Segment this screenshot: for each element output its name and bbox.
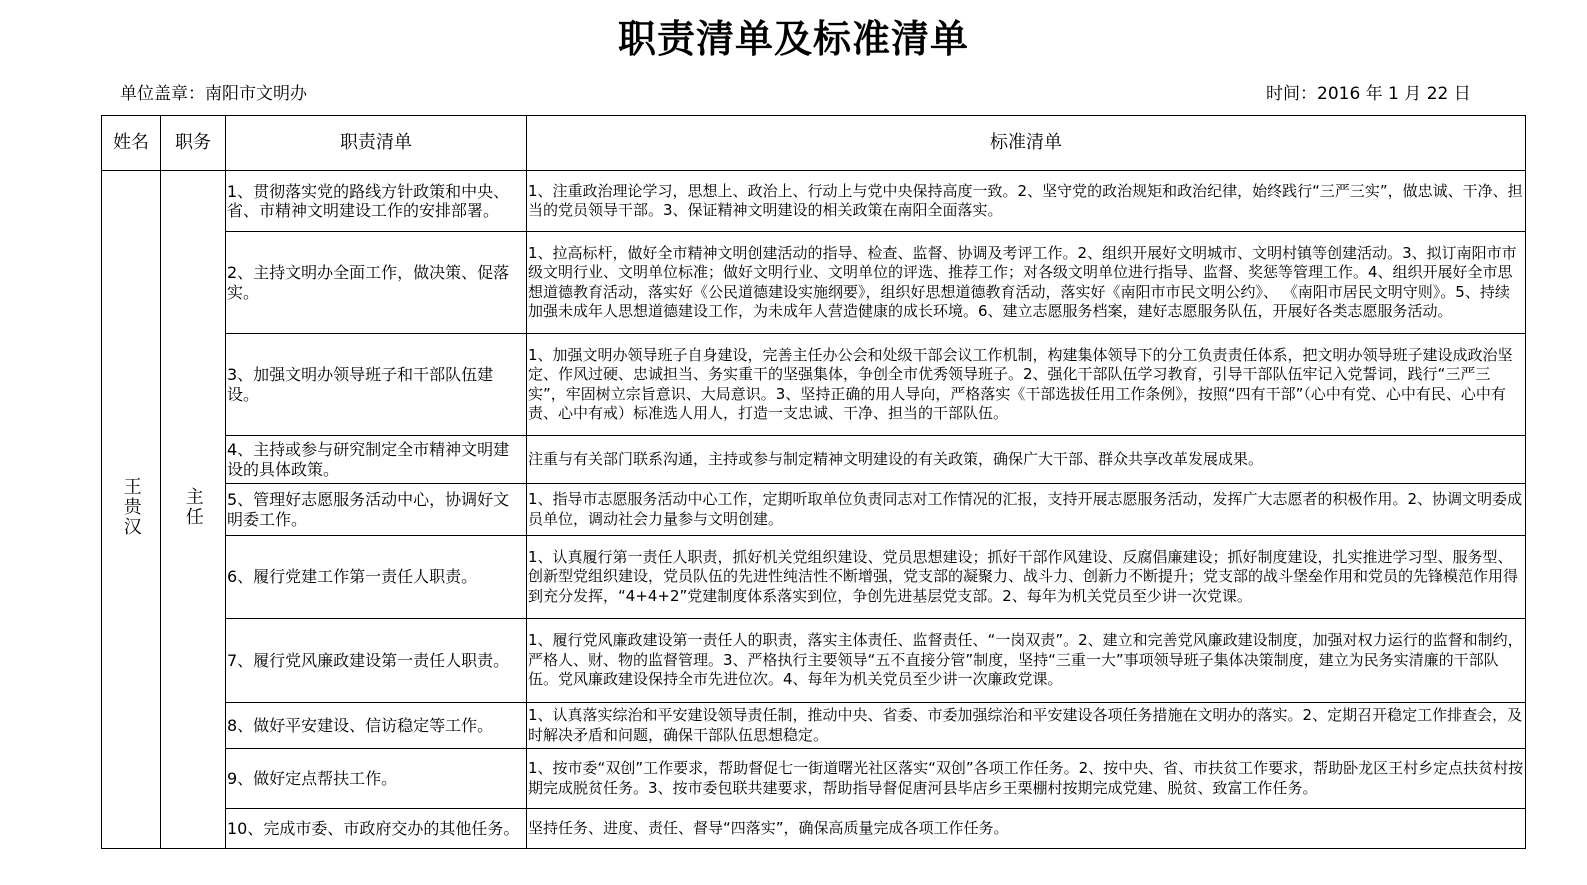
date-label: 时间：2016 年 1 月 22 日 <box>1266 84 1471 104</box>
standard-cell: 1、指导市志愿服务活动中心工作，定期听取单位负责同志对工作情况的汇报，支持开展志愿服务活动，发挥广大志愿者的积极作用。2、协调文明委成员单位，调动社会力量参与文明创建。 <box>527 484 1526 536</box>
table-row <box>102 619 1526 703</box>
duty-cell: 9、做好定点帮扶工作。 <box>226 749 527 809</box>
person-name: 王贵汉 <box>120 476 142 537</box>
header-standards: 标准清单 <box>527 116 1526 171</box>
duty-cell: 5、管理好志愿服务活动中心，协调好文明委工作。 <box>226 484 527 536</box>
standard-cell: 注重与有关部门联系沟通，主持或参与制定精神文明建设的有关政策，确保广大干部、群众共享改革发展成果。 <box>527 436 1526 484</box>
standard-cell: 1、按市委“双创”工作要求，帮助督促七一街道曙光社区落实“双创”各项工作任务。2、按中央、省、市扶贫工作要求，帮助卧龙区王村乡定点扶贫村按期完成脱贫任务。3、按市委包联共建要求，帮助指导督促唐河县毕店乡王栗棚村按期完成党建、脱贫、致富工作任务。 <box>527 749 1526 809</box>
header-position: 职务 <box>161 116 226 171</box>
table-row <box>102 749 1526 809</box>
table-row <box>102 536 1526 619</box>
standard-cell: 1、履行党风廉政建设第一责任人的职责，落实主体责任、监督责任、“一岗双责”。2、建立和完善党风廉政建设制度，加强对权力运行的监督和制约，严格人、财、物的监督管理。3、严格执行主要领导“五不直接分管”制度，坚持“三重一大”事项领导班子集体决策制度，建立为民务实清廉的干部队伍。党风廉政建设保持全市先进位次。4、每年为机关党员至少讲一次廉政党课。 <box>527 619 1526 703</box>
standard-cell: 1、加强文明办领导班子自身建设，完善主任办公会和处级干部会议工作机制，构建集体领导下的分工负责责任体系，把文明办领导班子建设成政治坚定、作风过硬、忠诚担当、务实重干的坚强集体，争创全市优秀领导班子。2、强化干部队伍学习教育，引导干部队伍牢记入党誓词，践行“三严三实”，牢固树立宗旨意识、大局意识。3、坚持正确的用人导向，严格落实《干部选拔任用工作条例》，按照“四有干部”（心中有党、心中有民、心中有责、心中有戒）标准选人用人，打造一支忠诚、干净、担当的干部队伍。 <box>527 334 1526 436</box>
duty-cell: 1、贯彻落实党的路线方针政策和中央、省、市精神文明建设工作的安排部署。 <box>226 171 527 232</box>
table-row <box>102 334 1526 436</box>
duty-cell: 4、主持或参与研究制定全市精神文明建设的具体政策。 <box>226 436 527 484</box>
person-position-cell <box>161 171 226 849</box>
responsibility-table <box>101 115 1526 849</box>
standard-cell: 1、认真履行第一责任人职责，抓好机关党组织建设、党员思想建设；抓好干部作风建设、反腐倡廉建设；抓好制度建设，扎实推进学习型、服务型、创新型党组织建设，党员队伍的先进性纯洁性不断增强，党支部的凝聚力、战斗力、创新力不断提升；党支部的战斗堡垒作用和党员的先锋模范作用得到充分发挥，“4+4+2”党建制度体系落实到位，争创先进基层党支部。2、每年为机关党员至少讲一次党课。 <box>527 536 1526 619</box>
table-row <box>102 809 1526 849</box>
duty-cell: 7、履行党风廉政建设第一责任人职责。 <box>226 619 527 703</box>
page-title: 职责清单及标准清单 <box>617 16 969 61</box>
duty-cell: 6、履行党建工作第一责任人职责。 <box>226 536 527 619</box>
person-position: 主任 <box>182 486 204 527</box>
table-row <box>102 171 1526 232</box>
standard-cell: 1、认真落实综治和平安建设领导责任制，推动中央、省委、市委加强综治和平安建设各项任务措施在文明办的落实。2、定期召开稳定工作排查会，及时解决矛盾和问题，确保干部队伍思想稳定。 <box>527 703 1526 749</box>
duty-cell: 3、加强文明办领导班子和干部队伍建设。 <box>226 334 527 436</box>
table-row <box>102 703 1526 749</box>
table-row <box>102 232 1526 334</box>
table-row <box>102 484 1526 536</box>
standard-cell: 1、注重政治理论学习，思想上、政治上、行动上与党中央保持高度一致。2、坚守党的政治规矩和政治纪律，始终践行“三严三实”，做忠诚、干净、担当的党员领导干部。3、保证精神文明建设的相关政策在南阳全面落实。 <box>527 171 1526 232</box>
header-duties: 职责清单 <box>226 116 527 171</box>
table-header-row <box>102 116 1526 171</box>
standard-cell: 坚持任务、进度、责任、督导“四落实”，确保高质量完成各项工作任务。 <box>527 809 1526 849</box>
unit-seal-label: 单位盖章：南阳市文明办 <box>120 84 307 104</box>
standard-cell: 1、拉高标杆，做好全市精神文明创建活动的指导、检查、监督、协调及考评工作。2、组织开展好文明城市、文明村镇等创建活动。3、拟订南阳市市级文明行业、文明单位标准；做好文明行业、文明单位的评选、推荐工作；对各级文明单位进行指导、监督、奖惩等管理工作。4、组织开展好全市思想道德教育活动，落实好《公民道德建设实施纲要》，组织好思想道德教育活动，落实好《南阳市市民文明公约》、 《南阳市居民文明守则》。5、持续加强未成年人思想道德建设工作，为未成年人营造健康的成长环境。6、建立志愿服务档案，建好志愿服务队伍，开展好各类志愿服务活动。 <box>527 232 1526 334</box>
table-row <box>102 436 1526 484</box>
duty-cell: 2、主持文明办全面工作，做决策、促落实。 <box>226 232 527 334</box>
duty-cell: 8、做好平安建设、信访稳定等工作。 <box>226 703 527 749</box>
duty-cell: 10、完成市委、市政府交办的其他任务。 <box>226 809 527 849</box>
person-name-cell <box>102 171 161 849</box>
header-name: 姓名 <box>102 116 161 171</box>
